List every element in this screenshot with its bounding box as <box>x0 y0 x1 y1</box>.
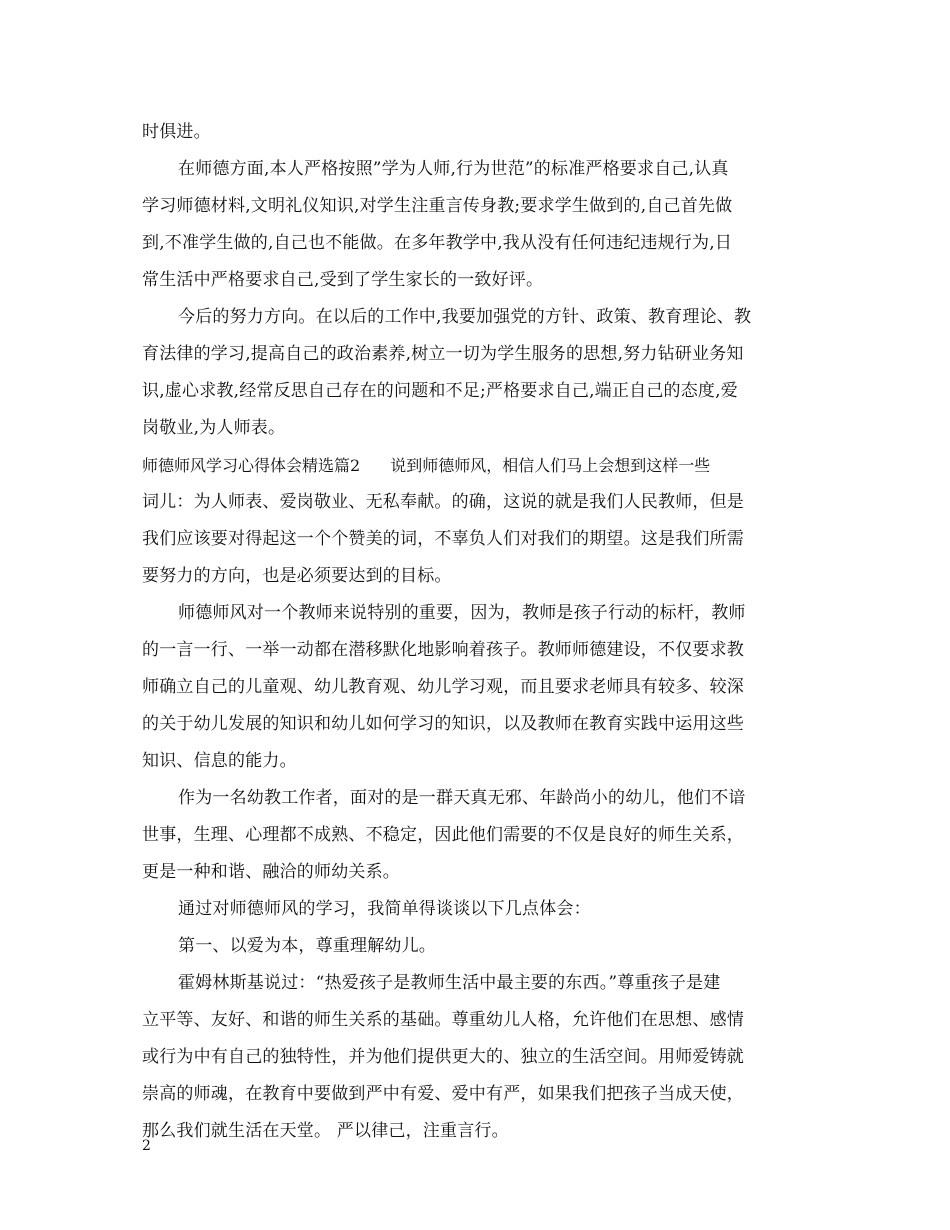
text-line <box>142 854 812 891</box>
text-line <box>142 373 812 410</box>
line-text: 常生活中严格要求自己,受到了学生家长的一致好评。 <box>142 270 544 290</box>
line-text: 学习师德材料,文明礼仪知识,对学生注重言传身教;要求学生做到的,自己首先做 <box>142 196 733 216</box>
text-line <box>142 965 812 1002</box>
text-line <box>142 780 812 817</box>
text-line <box>142 151 812 188</box>
line-text: 霍姆林斯基说过：“热爱孩子是教师生活中最主要的东西。”尊重孩子是建 <box>178 973 721 993</box>
line-text: 我们应该要对得起这一个个赞美的词，不辜负人们对我们的期望。这是我们所需 <box>142 529 744 549</box>
text-line <box>142 521 812 558</box>
line-text: 的关于幼儿发展的知识和幼儿如何学习的知识，以及教师在教育实践中运用这些 <box>142 714 744 734</box>
line-text: 时俱进。 <box>142 122 211 142</box>
text-line <box>142 262 812 299</box>
text-line <box>142 299 812 336</box>
section-heading-line <box>142 447 812 484</box>
line-text: 育法律的学习,提高自己的政治素养,树立一切为学生服务的思想,努力钻研业务知 <box>142 344 744 364</box>
section-heading: 师德师风学习心得体会精选篇2 <box>142 456 361 475</box>
text-line <box>142 595 812 632</box>
text-line <box>142 743 812 780</box>
text-line <box>142 225 812 262</box>
line-text: 词儿：为人师表、爱岗敬业、无私奉献。的确，这说的就是我们人民教师，但是 <box>142 492 744 512</box>
text-line <box>142 114 812 151</box>
line-text: 崇高的师魂，在教育中要做到严中有爱、爱中有严，如果我们把孩子当成天使， <box>142 1084 744 1104</box>
line-text: 或行为中有自己的独特性，并为他们提供更大的、独立的生活空间。用师爱铸就 <box>142 1047 744 1067</box>
line-text: 识,虚心求教,经常反思自己存在的问题和不足;严格要求自己,端正自己的态度,爱 <box>142 381 738 401</box>
text-line <box>142 558 812 595</box>
line-text: 那么我们就生活在天堂。 严以律己，注重言行。 <box>142 1121 509 1141</box>
line-text: 世事，生理、心理都不成熟、不稳定，因此他们需要的不仅是良好的师生关系， <box>142 825 744 845</box>
text-line <box>142 817 812 854</box>
line-text: 师确立自己的儿童观、幼儿教育观、幼儿学习观，而且要求老师具有较多、较深 <box>142 677 744 697</box>
text-line <box>142 410 812 447</box>
text-line <box>142 1076 812 1113</box>
line-text: 第一、以爱为本，尊重理解幼儿。 <box>178 936 436 956</box>
text-line <box>142 669 812 706</box>
line-text: 今后的努力方向。在以后的工作中,我要加强党的方针、政策、教育理论、教 <box>178 307 752 327</box>
line-text: 要努力的方向，也是必须要达到的目标。 <box>142 566 452 586</box>
text-line <box>142 1002 812 1039</box>
text-line <box>142 632 812 669</box>
line-text: 岗敬业,为人师表。 <box>142 418 286 438</box>
line-text: 通过对师德师风的学习，我简单得谈谈以下几点体会： <box>178 899 591 919</box>
line-text: 的一言一行、一举一动都在潜移默化地影响着孩子。教师师德建设，不仅要求教 <box>142 640 744 660</box>
line-text: 到,不准学生做的,自己也不能做。在多年教学中,我从没有任何违纪违规行为,日 <box>142 233 733 253</box>
text-line <box>142 1113 812 1150</box>
line-text: 知识、信息的能力。 <box>142 751 297 771</box>
text-line <box>142 891 812 928</box>
text-line <box>142 188 812 225</box>
line-text: 说到师德师风，相信人们马上会想到这样一些 <box>390 456 711 475</box>
page-number: 2 <box>142 1138 151 1154</box>
line-text: 立平等、友好、和谐的师生关系的基础。尊重幼儿人格，允许他们在思想、感情 <box>142 1010 744 1030</box>
text-line <box>142 336 812 373</box>
text-line <box>142 928 812 965</box>
line-text: 更是一种和谐、融洽的师幼关系。 <box>142 862 400 882</box>
text-line <box>142 484 812 521</box>
line-text: 作为一名幼教工作者，面对的是一群天真无邪、年龄尚小的幼儿，他们不谙 <box>178 788 746 808</box>
document-body <box>142 114 812 1150</box>
line-text: 师德师风对一个教师来说特别的重要，因为，教师是孩子行动的标杆，教师 <box>178 603 746 623</box>
text-line <box>142 706 812 743</box>
line-text: 在师德方面,本人严格按照”学为人师,行为世范”的标准严格要求自己,认真 <box>178 159 729 179</box>
text-line <box>142 1039 812 1076</box>
